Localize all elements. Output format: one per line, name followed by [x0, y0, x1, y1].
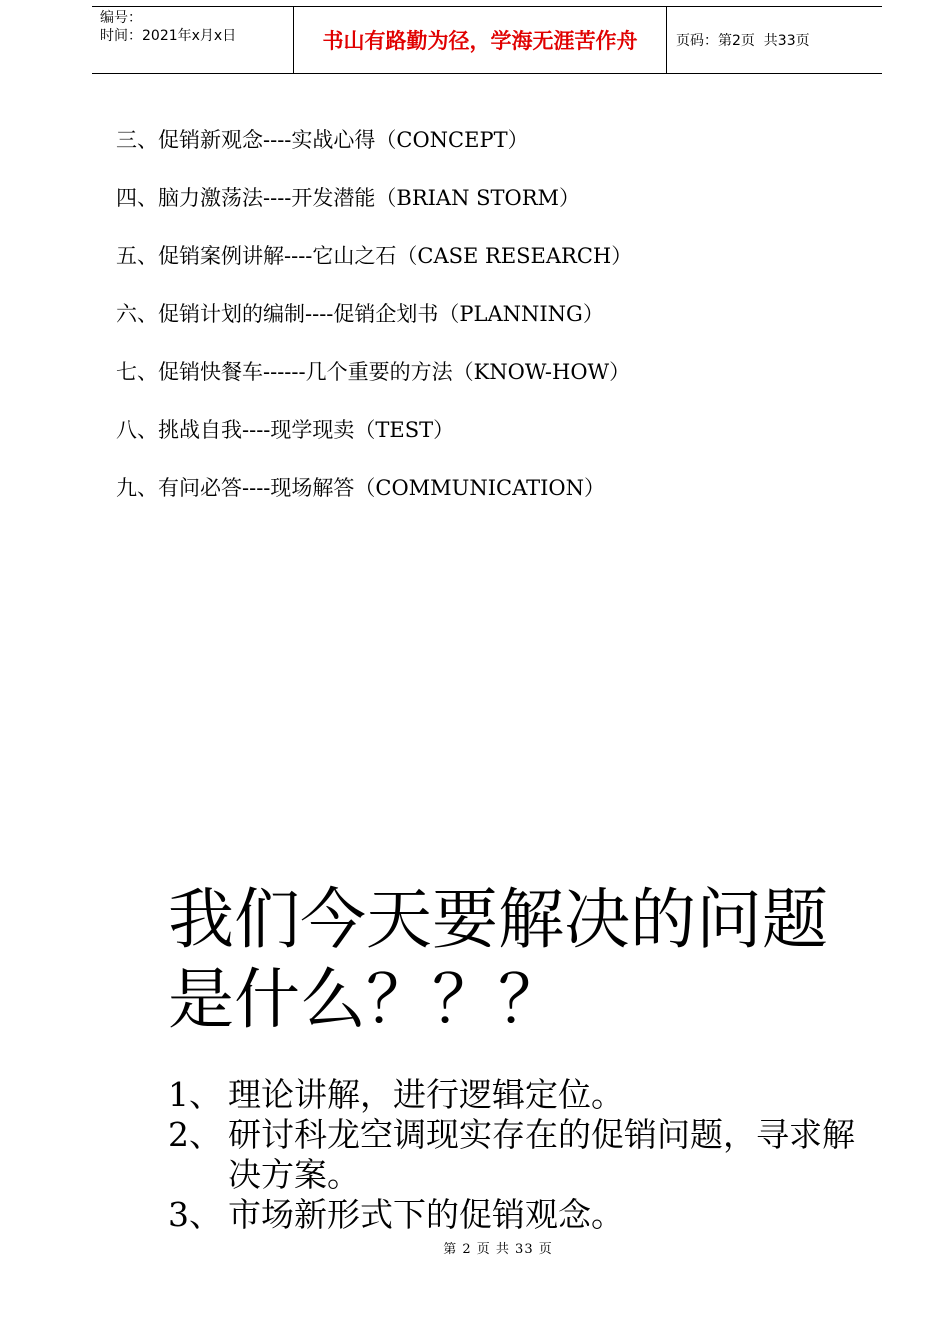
point-item [168, 1075, 868, 1115]
header-meta [92, 7, 293, 73]
serial-label: 编号： [100, 10, 142, 26]
time-label: 时间：2021年x月x日 [100, 28, 237, 44]
point-number: 2、 [168, 1115, 222, 1154]
header-page-info [667, 7, 882, 73]
table-of-contents [116, 122, 632, 528]
page-header [92, 6, 882, 74]
toc-item: 七、促销快餐车------几个重要的方法（KNOW-HOW） [116, 360, 631, 384]
footer-page-number: 第 2 页 共 33 页 [443, 1242, 553, 1257]
toc-item: 九、有问必答----现场解答（COMMUNICATION） [116, 476, 606, 500]
point-number: 3、 [168, 1195, 222, 1234]
slide-title: 我们今天要解决的问题是什么？？？ [168, 881, 828, 1038]
toc-item: 八、挑战自我----现学现卖（TEST） [116, 418, 455, 442]
point-text: 市场新形式下的促销观念。 [228, 1195, 624, 1234]
point-item [168, 1195, 868, 1235]
toc-item: 六、促销计划的编制----促销企划书（PLANNING） [116, 302, 604, 326]
point-text: 理论讲解，进行逻辑定位。 [228, 1075, 624, 1114]
page-footer [0, 1238, 950, 1257]
motto-text: 书山有路勤为径，学海无涯苦作舟 [322, 29, 638, 53]
point-item [168, 1115, 868, 1195]
toc-item: 三、促销新观念----实战心得（CONCEPT） [116, 128, 529, 152]
slide-points [168, 1075, 868, 1235]
page-info-text: 页码：第2页 共33页 [676, 33, 810, 49]
point-text: 研讨科龙空调现实存在的促销问题，寻求解决方案。 [228, 1115, 855, 1194]
toc-item: 四、脑力激荡法----开发潜能（BRIAN STORM） [116, 186, 581, 210]
header-motto [293, 7, 667, 73]
point-number: 1、 [168, 1075, 222, 1114]
toc-item: 五、促销案例讲解----它山之石（CASE RESEARCH） [116, 244, 633, 268]
